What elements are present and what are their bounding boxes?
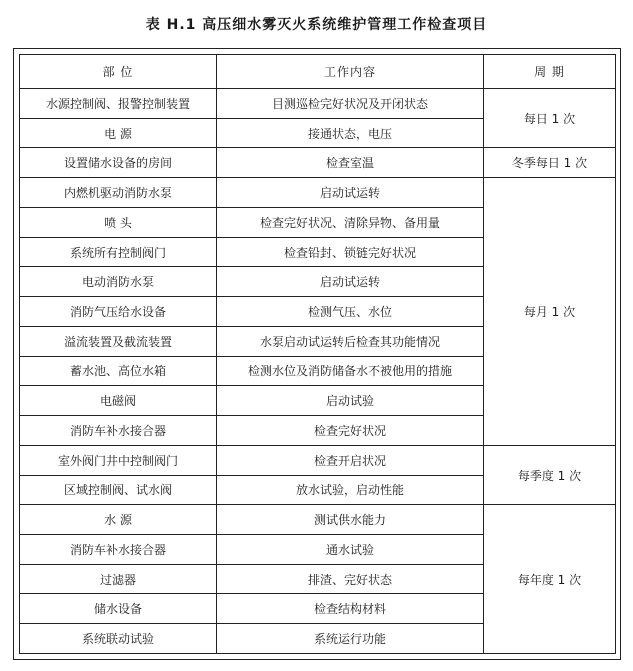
table-row: [20, 89, 616, 119]
cell-part: 水 源: [20, 505, 217, 535]
cell-content: 水泵启动试运转后检查其功能情况: [217, 326, 484, 356]
cell-content: 排渣、完好状态: [217, 564, 484, 594]
table-row: [20, 148, 616, 178]
cell-content: 检测气压、水位: [217, 297, 484, 327]
cell-part: 消防气压给水设备: [20, 297, 217, 327]
cell-content: 检查开启状况: [217, 445, 484, 475]
header-part: 部 位: [20, 55, 217, 89]
cell-content: 测试供水能力: [217, 505, 484, 535]
cell-content: 检查完好状况、清除异物、备用量: [217, 207, 484, 237]
cell-content: 接通状态，电压: [217, 118, 484, 148]
cell-content: 放水试验，启动性能: [217, 475, 484, 505]
cell-content: 启动试运转: [217, 267, 484, 297]
cell-period: 每月 1 次: [484, 178, 616, 446]
cell-period: 每日 1 次: [484, 89, 616, 148]
cell-content: 检测水位及消防储备水不被他用的措施: [217, 356, 484, 386]
cell-part: 水源控制阀、报警控制装置: [20, 89, 217, 119]
cell-period: 每季度 1 次: [484, 445, 616, 504]
cell-part: 喷 头: [20, 207, 217, 237]
cell-content: 检查结构材料: [217, 594, 484, 624]
table-row: [20, 505, 616, 535]
cell-period: 每年度 1 次: [484, 505, 616, 654]
cell-part: 消防车补水接合器: [20, 416, 217, 446]
cell-part: 室外阀门井中控制阀门: [20, 445, 217, 475]
maintenance-table: [19, 54, 616, 654]
header-content: 工作内容: [217, 55, 484, 89]
cell-part: 设置储水设备的房间: [20, 148, 217, 178]
cell-part: 电动消防水泵: [20, 267, 217, 297]
cell-content: 目测巡检完好状况及开闭状态: [217, 89, 484, 119]
cell-part: 内燃机驱动消防水泵: [20, 178, 217, 208]
header-period: 周 期: [484, 55, 616, 89]
cell-part: 系统联动试验: [20, 624, 217, 654]
table-row: [20, 178, 616, 208]
cell-part: 电磁阀: [20, 386, 217, 416]
cell-content: 通水试验: [217, 535, 484, 565]
header-row: [20, 55, 616, 89]
cell-period: 冬季每日 1 次: [484, 148, 616, 178]
cell-part: 溢流装置及截流装置: [20, 326, 217, 356]
cell-part: 储水设备: [20, 594, 217, 624]
cell-content: 系统运行功能: [217, 624, 484, 654]
table-row: [20, 445, 616, 475]
cell-part: 区域控制阀、试水阀: [20, 475, 217, 505]
cell-content: 检查室温: [217, 148, 484, 178]
table-title: 表 H.1 高压细水雾灭火系统维护管理工作检查项目: [145, 17, 488, 33]
cell-content: 检查铅封、锁链完好状况: [217, 237, 484, 267]
cell-part: 消防车补水接合器: [20, 535, 217, 565]
cell-content: 检查完好状况: [217, 416, 484, 446]
cell-part: 电 源: [20, 118, 217, 148]
cell-content: 启动试验: [217, 386, 484, 416]
cell-part: 系统所有控制阀门: [20, 237, 217, 267]
cell-part: 蓄水池、高位水箱: [20, 356, 217, 386]
cell-content: 启动试运转: [217, 178, 484, 208]
cell-part: 过滤器: [20, 564, 217, 594]
